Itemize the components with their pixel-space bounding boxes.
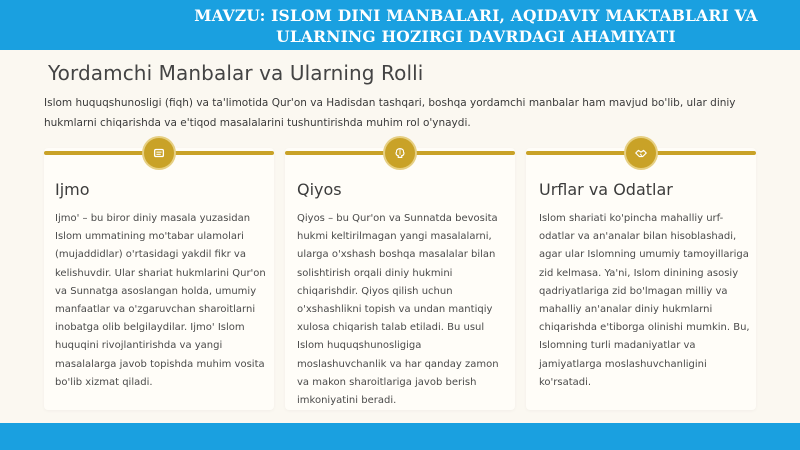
- banner-title: MAVZU: ISLOM DINI MANBALARI, AQIDAVIY MAKTABLARI VA ULARNING HOZIRGI DAVRDAGI AHAMIYATI: [194, 6, 758, 46]
- brain-icon: [385, 138, 415, 168]
- card-text: Qiyos – bu Qur'on va Sunnatda bevosita hukmi keltirilmagan yangi masalalarni, ularga o'xshash boshqa masalalar bilan solishtirish orqali diniy hukmini chiqarishdir. Qiyos qilish uchun o'xshashlikni topish va undan mantiqiy xulosa chiqarish talab etiladi. Bu usul Islom huquqshunosligiga moslashuvchanlik va har qanday zamon va makon sharoitlariga javob berish imkoniyatini beradi.: [297, 213, 499, 407]
- card-text: Ijmo' – bu biror diniy masala yuzasidan Islom ummatining mo'tabar ulamolari (mujaddidlar) o'rtasidagi yakdil fikr va kelishuvdir. Ular shariat hukmlarini Qur'on va Sunnatga asoslangan holda, umumiy manfaatlar va o'zgaruvchan sharoitlarni inobatga olib belgilaydilar. Ijmo' Islom huquqini rivojlantirishda va yangi masalalarga javob topishda muhim vosita bo'lib xizmat qiladi.: [55, 213, 266, 388]
- handshake-icon: [626, 138, 656, 168]
- scroll-icon: [144, 138, 174, 168]
- card-text: Islom shariati ko'pincha mahalliy urf-odatlar va an'analar bilan hisoblashadi, agar ular Islomning umumiy tamoyillariga zid kelmasa. Ya'ni, Islom dinining asosiy qadriyatlariga zid bo'lmagan milliy va mahalliy an'analar diniy hukmlarni chiqarishda e'tiborga olinishi mumkin. Bu, Islomning turli madaniyatlar va jamiyatlarga moslashuvchanligini ko'rsatadi.: [539, 213, 750, 388]
- card-title: Urflar va Odatlar: [539, 180, 673, 199]
- slide-title: Yordamchi Manbalar va Ularning Rolli: [48, 61, 424, 85]
- card-title: Ijmo: [55, 180, 90, 199]
- top-banner: [0, 0, 800, 50]
- bottom-bar: [0, 423, 800, 450]
- card-title: Qiyos: [297, 180, 342, 199]
- intro-paragraph: Islom huquqshunosligi (fiqh) va ta'limotida Qur'on va Hadisdan tashqari, boshqa yordamchi manbalar ham mavjud bo'lib, ular diniy hukmlarni chiqarishda va e'tiqod masalalarini tushuntirishda muhim rol o'ynaydi.: [44, 97, 736, 129]
